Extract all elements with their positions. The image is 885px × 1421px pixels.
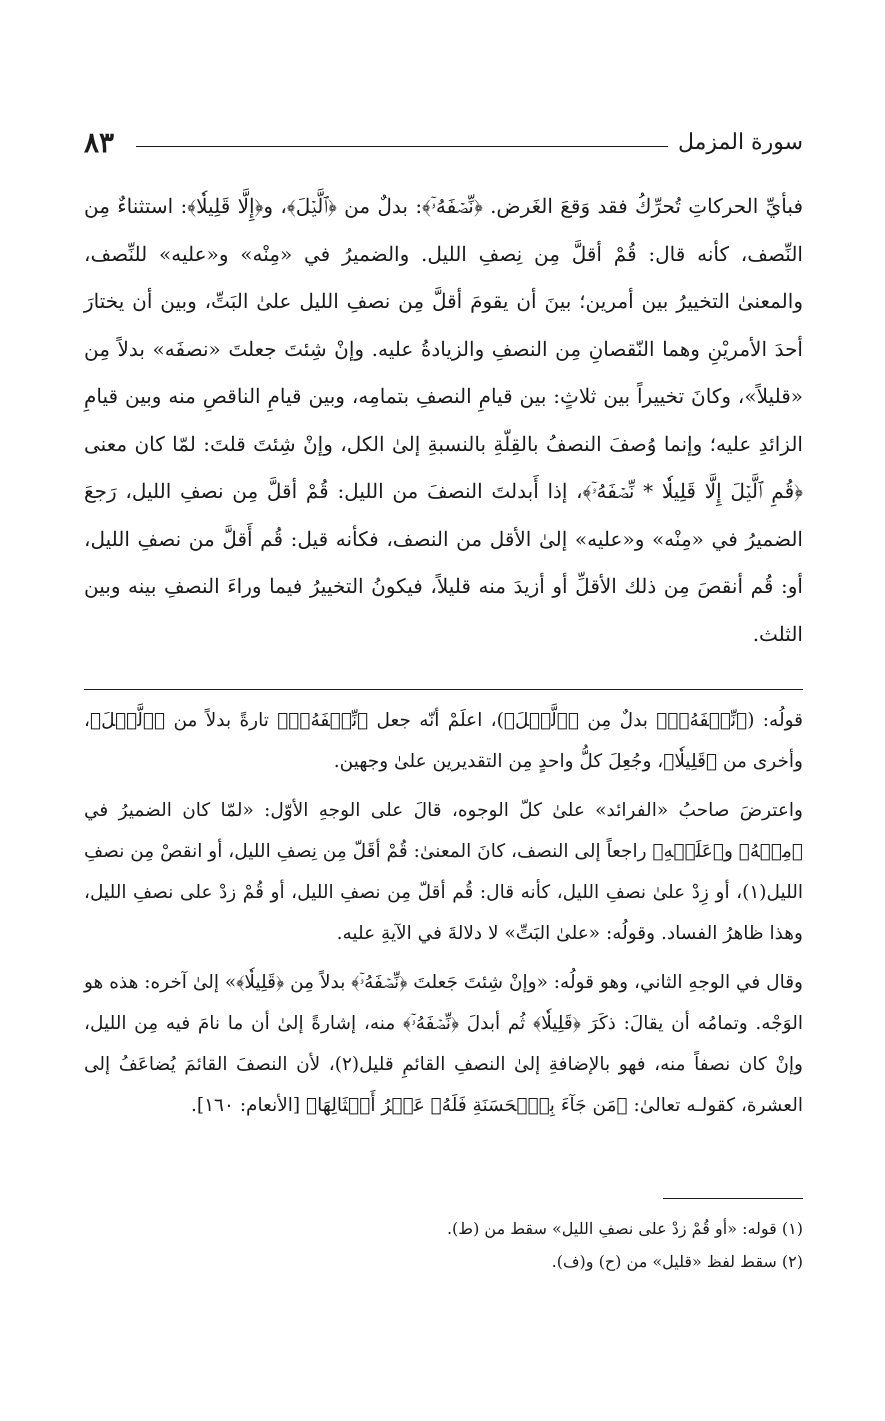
commentary-paragraph: قولُه: (﴿نِّصۡفَهُۥٓ﴾ بدلٌ مِن ﴿ٱلَّيۡلَ﴾)، اعلَمْ أنّه جعل ﴿نِّصۡفَهُۥٓ﴾ تارةً بدلاً من ﴿ٱلَّيۡلَ﴾، وأخرى من ﴿قَلِيلٗا﴾، وجُعِلَ كلُّ واحدٍ مِن التقديرين علىٰ وجهين. — [84, 710, 803, 772]
commentary — [84, 700, 803, 1134]
header-rule — [136, 146, 668, 147]
running-header-title: سورة المزمل — [677, 129, 803, 155]
footnote-divider — [663, 1198, 803, 1199]
footnote: (١) قوله: «أو قُمْ زدْ على نصفِ الليل» سقط من (ط). — [446, 1219, 803, 1238]
section-divider — [84, 689, 803, 690]
main-text: فبأيِّ الحركاتِ تُحرِّكُ فقد وَقعَ الغَرض. ﴿نِّصۡفَهُۥٓ﴾: بدلٌ من ﴿ٱلَّيۡلَ﴾، و﴿إِلَّا قَلِيلٗا﴾: استثناءٌ مِن النِّصف، كأنه قال: قُمْ أقلَّ مِن نِصفِ الليل. والضميرُ في «مِنْه» و«عليه» للنِّصف، والمعنىٰ التخييرُ بين أمرين؛ بينَ أن يقومَ أقلَّ مِن نصفِ الليل علىٰ البَتِّ، وبين أن يختارَ أحدَ الأمريْنِ وهما النّقصانِ مِن النصفِ والزيادةُ عليه. وإنْ شِئتَ جعلتَ «نصفَه» بدلاً مِن «قليلاً»، وكانَ تخييراً بين ثلاثٍ: بين قيامِ النصفِ بتمامِه، وبين قيامِ الناقصِ منه وبين قيامِ الزائدِ عليه؛ وإنما وُصفَ النصفُ بالقِلّةِ بالنسبةِ إلىٰ الكل، وإنْ شِئتَ قلتَ: لمّا كان معنى ﴿قُمِ ٱلَّيۡلَ إِلَّا قَلِيلٗا * نِّصۡفَهُۥٓ﴾، إذا أَبدلتَ النصفَ من الليل: قُمْ أقلَّ مِن نصفِ الليل، رَجعَ الضميرُ في «مِنْه» و«عليه» إلىٰ الأقل من النصف، فكأنه قيل: قُم أَقلَّ من نصفِ الليل، أو: قُم أنقصَ مِن ذلك الأقلِّ أو أزيدَ منه قليلاً، فيكونُ التخييرُ فيما وراءَ النصفِ بينه وبين الثلث. — [84, 194, 803, 646]
page-header — [84, 122, 803, 162]
footnotes — [84, 1212, 803, 1278]
page-number: ٨٣ — [84, 125, 115, 159]
commentary-paragraph: واعترضَ صاحبُ «الفرائد» علىٰ كلّ الوجوه، قالَ على الوجهِ الأوّل: «لمّا كان الضميرُ في ﴿مِنۡهُ﴾ و﴿عَلَيۡهِ﴾ راجعاً إلى النصف، كانَ المعنىٰ: قُمْ أقَلّ مِن نِصفِ الليل، أو انقصْ مِن نصفِ الليل(١)، أو زِدْ علىٰ نصفِ الليل، كأنه قال: قُم أقلّ مِن نصفِ الليل، أو قُمْ زدْ على نصفِ الليل، وهذا ظاهرُ الفساد. وقولُه: «علىٰ البَتِّ» لا دلالةَ في الآيةِ عليه. — [84, 800, 803, 944]
footnote: (٢) سقط لفظ «قليل» من (ح) و(ف). — [551, 1252, 803, 1271]
commentary-paragraph: وقال في الوجهِ الثاني، وهو قولُه: «وإنْ شِئتَ جَعلتَ ﴿نِّصۡفَهُۥٓ﴾ بدلاً مِن ﴿قَلِيلٗا﴾» إلىٰ آخره: هذه هو الوَجْه. وتمامُه أن يقالَ: ذكَرَ ﴿قَلِيلٗا﴾ ثُم أبدلَ ﴿نِّصۡفَهُۥٓ﴾ منه، إشارةً إلىٰ أن ما نامَ فيه مِن الليل، وإنْ كان نصفاً منه، فهو بالإضافةِ إلىٰ النصفِ القائمِ قليل(٢)، لأن النصفَ القائمَ يُضاعَفُ إلى العشرة، كقولـه تعالىٰ: ﴿مَن جَآءَ بِٱلۡحَسَنَةِ فَلَهُۥ عَشۡرُ أَمۡثَالِهَا﴾ [الأنعام: ١٦٠]. — [84, 972, 803, 1116]
